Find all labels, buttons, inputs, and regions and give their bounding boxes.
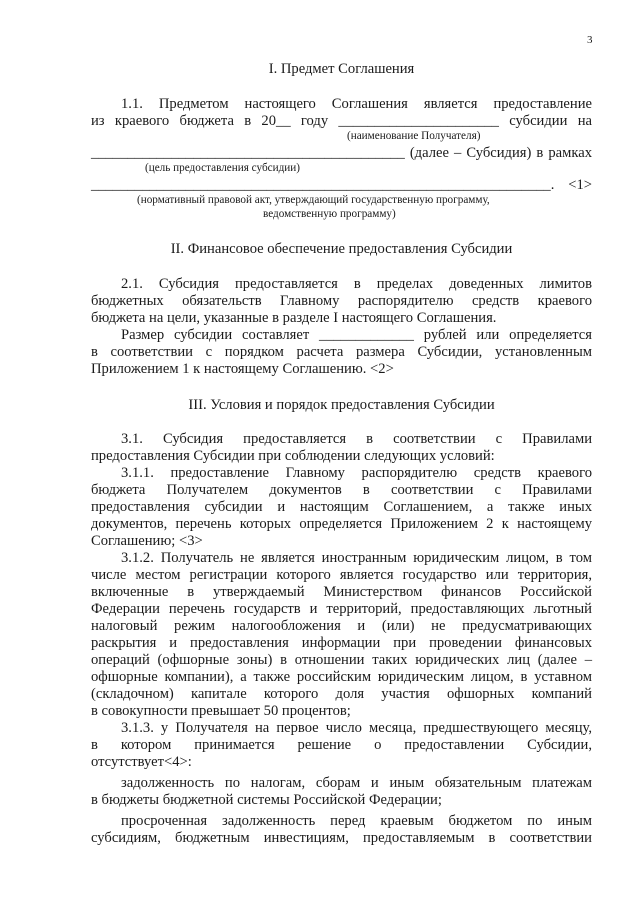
section-3-line: Федерации перечень государств и территорий, предоставляющих льготный [91, 601, 592, 617]
section-3-line: в котором принимается решение о предоставлении Субсидии, [91, 737, 592, 753]
section-3-line: просроченная задолженность перед краевым бюджетом по иным [121, 813, 592, 829]
section-3-line: 3.1. Субсидия предоставляется в соответствии с Правилами [121, 431, 592, 447]
section-2-heading: II. Финансовое обеспечение предоставления Субсидии [170, 241, 513, 257]
section-2-line: 2.1. Субсидия предоставляется в пределах доведенных лимитов [121, 276, 592, 292]
section-2-line: в соответствии с порядком расчета размера Субсидии, установленным [91, 344, 592, 360]
section-2-line: бюджета на цели, указанные в разделе I настоящего Соглашения. [91, 310, 497, 326]
section-3-line: включенные в утверждаемый Министерством финансов Российской [91, 584, 592, 600]
section-3-line: раскрытия и предоставления информации при проведении финансовых [91, 635, 592, 651]
section-3-line: (складочном) капитале которого доля участия офшорных компаний [91, 686, 592, 702]
note-legal-act: ведомственную программу) [263, 208, 396, 220]
section-3-line: задолженность по налогам, сборам и иным обязательным платежам [121, 775, 592, 791]
page-number: 3 [587, 34, 593, 46]
section-3-line: операций (офшорные зоны) в отношении таких юридических лиц (далее – [91, 652, 592, 668]
section-2-line: бюджетных обязательств Главному распорядителю средств краевого [91, 293, 592, 309]
section-3-line: 3.1.1. предоставление Главному распорядителю средств краевого [121, 465, 592, 481]
section-3-line: документов, перечень которых определяется Приложением 2 к настоящему [91, 516, 592, 532]
section-3-line: субсидиям, бюджетным инвестициям, предоставляемым в соответствии [91, 830, 592, 846]
section-3-line: в бюджеты бюджетной системы Российской Федерации; [91, 792, 442, 808]
section-1-line: 1.1. Предметом настоящего Соглашения является предоставление [121, 96, 592, 112]
section-3-line: в совокупности превышает 50 процентов; [91, 703, 351, 719]
section-1-line: _______________________________________________________________. <1> [91, 177, 592, 193]
section-3-line: 3.1.2. Получатель не является иностранным юридическим лицом, в том [121, 550, 592, 566]
note-purpose: (цель предоставления субсидии) [145, 162, 300, 174]
section-1-line: из краевого бюджета в 20__ году ______________________ субсидии на [91, 113, 592, 129]
section-2-line: Приложением 1 к настоящему Соглашению. <2> [91, 361, 394, 377]
section-3-heading: III. Условия и порядок предоставления Субсидии [188, 397, 495, 413]
section-3-line: Соглашению; <3> [91, 533, 203, 549]
section-2-line: Размер субсидии составляет _____________ рублей или определяется [121, 327, 592, 343]
section-3-line: бюджета Получателем документов в соответствии с Правилами [91, 482, 592, 498]
section-3-line: предоставления Субсидии при соблюдении следующих условий: [91, 448, 495, 464]
section-3-line: 3.1.3. у Получателя на первое число месяца, предшествующего месяцу, [121, 720, 592, 736]
section-3-line: отсутствует<4>: [91, 754, 192, 770]
section-3-line: предоставления субсидии и настоящим Соглашением, а также иных [91, 499, 592, 515]
section-3-line: числе местом регистрации которого является государство или территория, [91, 567, 592, 583]
section-1-heading: I. Предмет Соглашения [268, 61, 415, 77]
note-recipient: (наименование Получателя) [347, 130, 481, 142]
section-1-line: ___________________________________________ (далее – Субсидия) в рамках [91, 145, 592, 161]
note-legal-act: (нормативный правовой акт, утверждающий государственную программу, [137, 194, 490, 206]
section-3-line: налоговый режим налогообложения и (или) не предусматривающих [91, 618, 592, 634]
section-3-line: офшорные компании), а также российским юридическим лицом, в уставном [91, 669, 592, 685]
